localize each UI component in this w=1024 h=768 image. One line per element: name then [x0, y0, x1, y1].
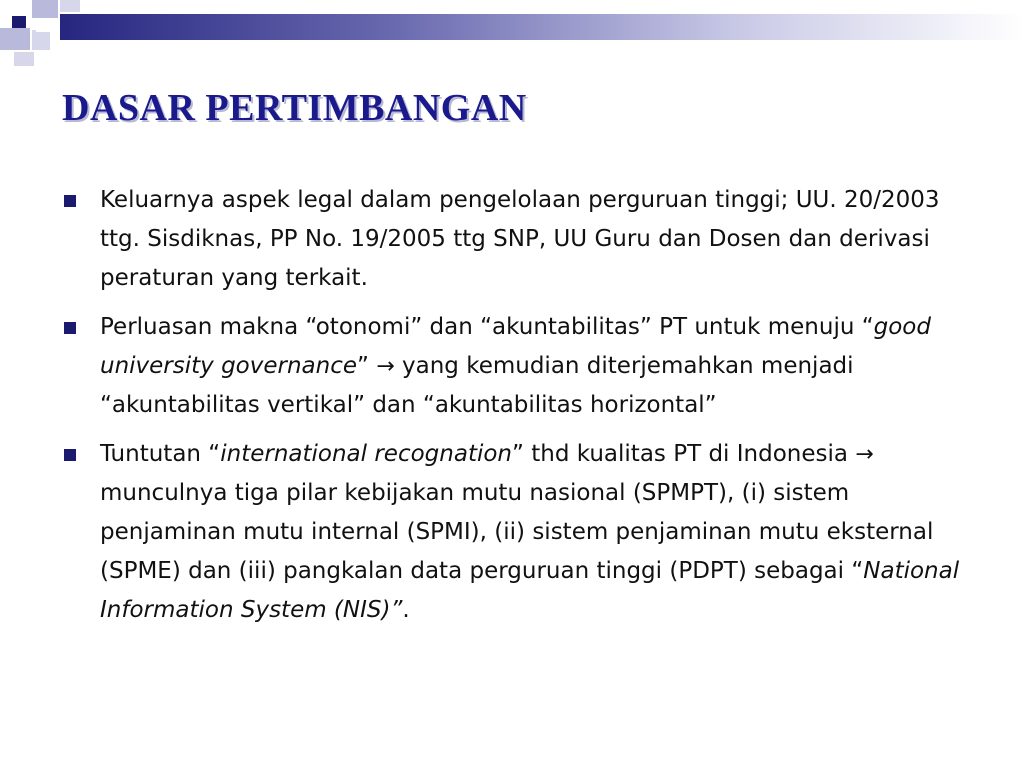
bullet-list	[62, 181, 962, 640]
bullet-item	[62, 308, 962, 425]
bullet-italic-text: good university governance	[100, 314, 931, 379]
bullet-italic-text: National Information System (NIS)”	[100, 558, 960, 623]
corner-square-light	[32, 0, 58, 18]
corner-square-light	[0, 28, 30, 50]
bullet-text: Keluarnya aspek legal dalam pengelolaan perguruan tinggi; UU. 20/2003 ttg. Sisdiknas, PP No. 19/2005 ttg SNP, UU Guru dan Dosen dan derivasi peraturan yang terkait.	[100, 187, 940, 291]
bullet-text: ” thd kualitas PT di Indonesia	[512, 441, 856, 467]
corner-square-light	[60, 0, 80, 12]
bullet-item	[62, 181, 962, 298]
bullet-text: munculnya tiga pilar kebijakan mutu nasional (SPMPT), (i) sistem penjaminan mutu internal (SPMI), (ii) sistem penjaminan mutu eksternal (SPME) dan (iii) pangkalan data perguruan tinggi (PDPT) sebagai “	[100, 480, 934, 584]
corner-square-white	[36, 18, 54, 32]
header-gradient-band	[60, 14, 1024, 40]
bullet-item	[62, 435, 962, 630]
bullet-text: Perluasan makna “otonomi” dan “akuntabilitas” PT untuk menuju “	[100, 314, 874, 340]
square-bullet-icon	[64, 322, 76, 334]
corner-square-light	[14, 52, 34, 66]
corner-square-light	[32, 30, 50, 50]
right-arrow-icon: →	[855, 442, 874, 467]
slide-title: DASAR PERTIMBANGAN	[62, 87, 527, 129]
bullet-text: Tuntutan “	[100, 441, 221, 467]
square-bullet-icon	[64, 195, 76, 207]
square-bullet-icon	[64, 449, 76, 461]
right-arrow-icon: →	[376, 354, 395, 379]
bullet-text: yang kemudian diterjemahkan menjadi “akuntabilitas vertikal” dan “akuntabilitas horizontal”	[100, 353, 854, 418]
bullet-italic-text: international recognation	[220, 441, 513, 467]
bullet-text: ”	[357, 353, 377, 379]
bullet-text: .	[402, 597, 410, 623]
